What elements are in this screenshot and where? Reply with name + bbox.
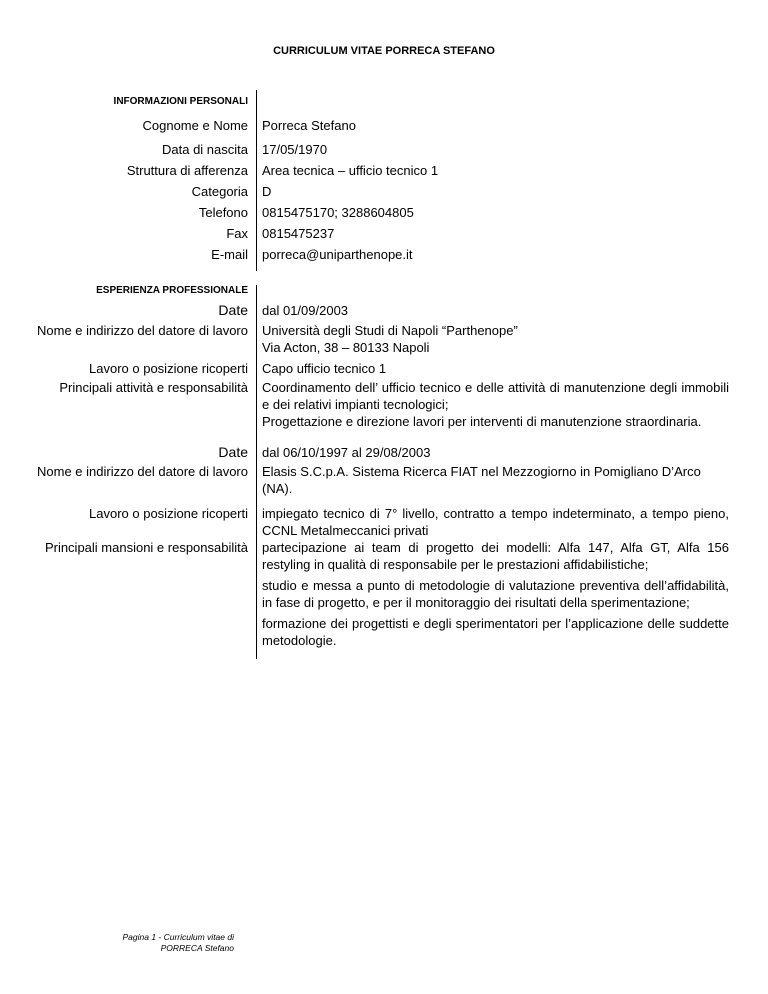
job1-activities-value [262, 379, 729, 430]
name-value: Porreca Stefano [262, 118, 356, 133]
birthdate-label: Data di nascita [162, 142, 248, 157]
birthdate-value: 17/05/1970 [262, 142, 328, 157]
department-label: Struttura di afferenza [126, 163, 248, 178]
job1-employer-value [262, 322, 729, 356]
job2-duty-3: formazione dei progettisti e degli sperimentatori per l’applicazione delle suddette metodologie. [262, 616, 729, 648]
job2-date-value: dal 06/10/1997 al 29/08/2003 [262, 445, 431, 460]
job1-date-label: Date [218, 302, 248, 318]
department-value: Area tecnica – ufficio tecnico 1 [262, 163, 439, 178]
page-footer [60, 932, 234, 954]
email-label: E-mail [211, 247, 248, 262]
job1-activity-2: Progettazione e direzione lavori per interventi di manutenzione straordinaria. [262, 414, 702, 429]
job1-position-value: Capo ufficio tecnico 1 [262, 361, 387, 376]
fax-label: Fax [226, 226, 248, 241]
phone-value: 0815475170; 3288604805 [262, 205, 414, 220]
job2-employer-label: Nome e indirizzo del datore di lavoro [37, 464, 248, 479]
job1-date-value: dal 01/09/2003 [262, 303, 349, 318]
job2-duties-label: Principali mansioni e responsabilità [44, 540, 248, 555]
job1-activity-1: Coordinamento dell’ ufficio tecnico e delle attività di manutenzione degli immobili e dei relativi impianti tecnologici; [262, 380, 729, 412]
category-value: D [262, 184, 272, 199]
section-divider-line [256, 285, 257, 659]
section-divider-line [256, 90, 257, 271]
job2-position-label: Lavoro o posizione ricoperti [89, 506, 248, 521]
email-value: porreca@uniparthenope.it [262, 247, 413, 262]
job2-position-value: impiegato tecnico di 7° livello, contratto a tempo indeterminato, a tempo pieno, CCNL Metalmeccanici privati [262, 506, 729, 538]
personal-info-heading: INFORMAZIONI PERSONALI [113, 96, 248, 107]
footer-page-label: Pagina 1 - Curriculum vitae di [122, 932, 234, 942]
document-title: CURRICULUM VITAE PORRECA STEFANO [273, 45, 495, 57]
job2-duty-2: studio e messa a punto di metodologie di valutazione preventiva dell’affidabilità, in fase di progetto, e per il monitoraggio dei risultati della sperimentazione; [262, 578, 729, 610]
job2-employer-value: Elasis S.C.p.A. Sistema Ricerca FIAT nel Mezzogiorno in Pomigliano D’Arco (NA). [262, 464, 701, 496]
job2-duty-1: partecipazione ai team di progetto dei modelli: Alfa 147, Alfa GT, Alfa 156 restyling in qualità di responsabile per le prestazioni affidabilistiche; [262, 540, 729, 572]
job2-date-label: Date [218, 444, 248, 460]
footer-owner: PORRECA Stefano [160, 943, 234, 953]
job1-activities-label: Principali attività e responsabilità [59, 380, 248, 395]
name-label: Cognome e Nome [142, 118, 248, 133]
job1-employer-name: Università degli Studi di Napoli “Parthenope” [262, 323, 518, 338]
phone-label: Telefono [198, 205, 248, 220]
job1-employer-label: Nome e indirizzo del datore di lavoro [37, 323, 248, 338]
fax-value: 0815475237 [262, 226, 335, 241]
job2-duties-value [262, 539, 729, 649]
category-label: Categoria [191, 184, 248, 199]
job1-employer-address: Via Acton, 38 – 80133 Napoli [262, 340, 430, 355]
experience-heading: ESPERIENZA PROFESSIONALE [96, 285, 248, 296]
job1-position-label: Lavoro o posizione ricoperti [89, 361, 248, 376]
